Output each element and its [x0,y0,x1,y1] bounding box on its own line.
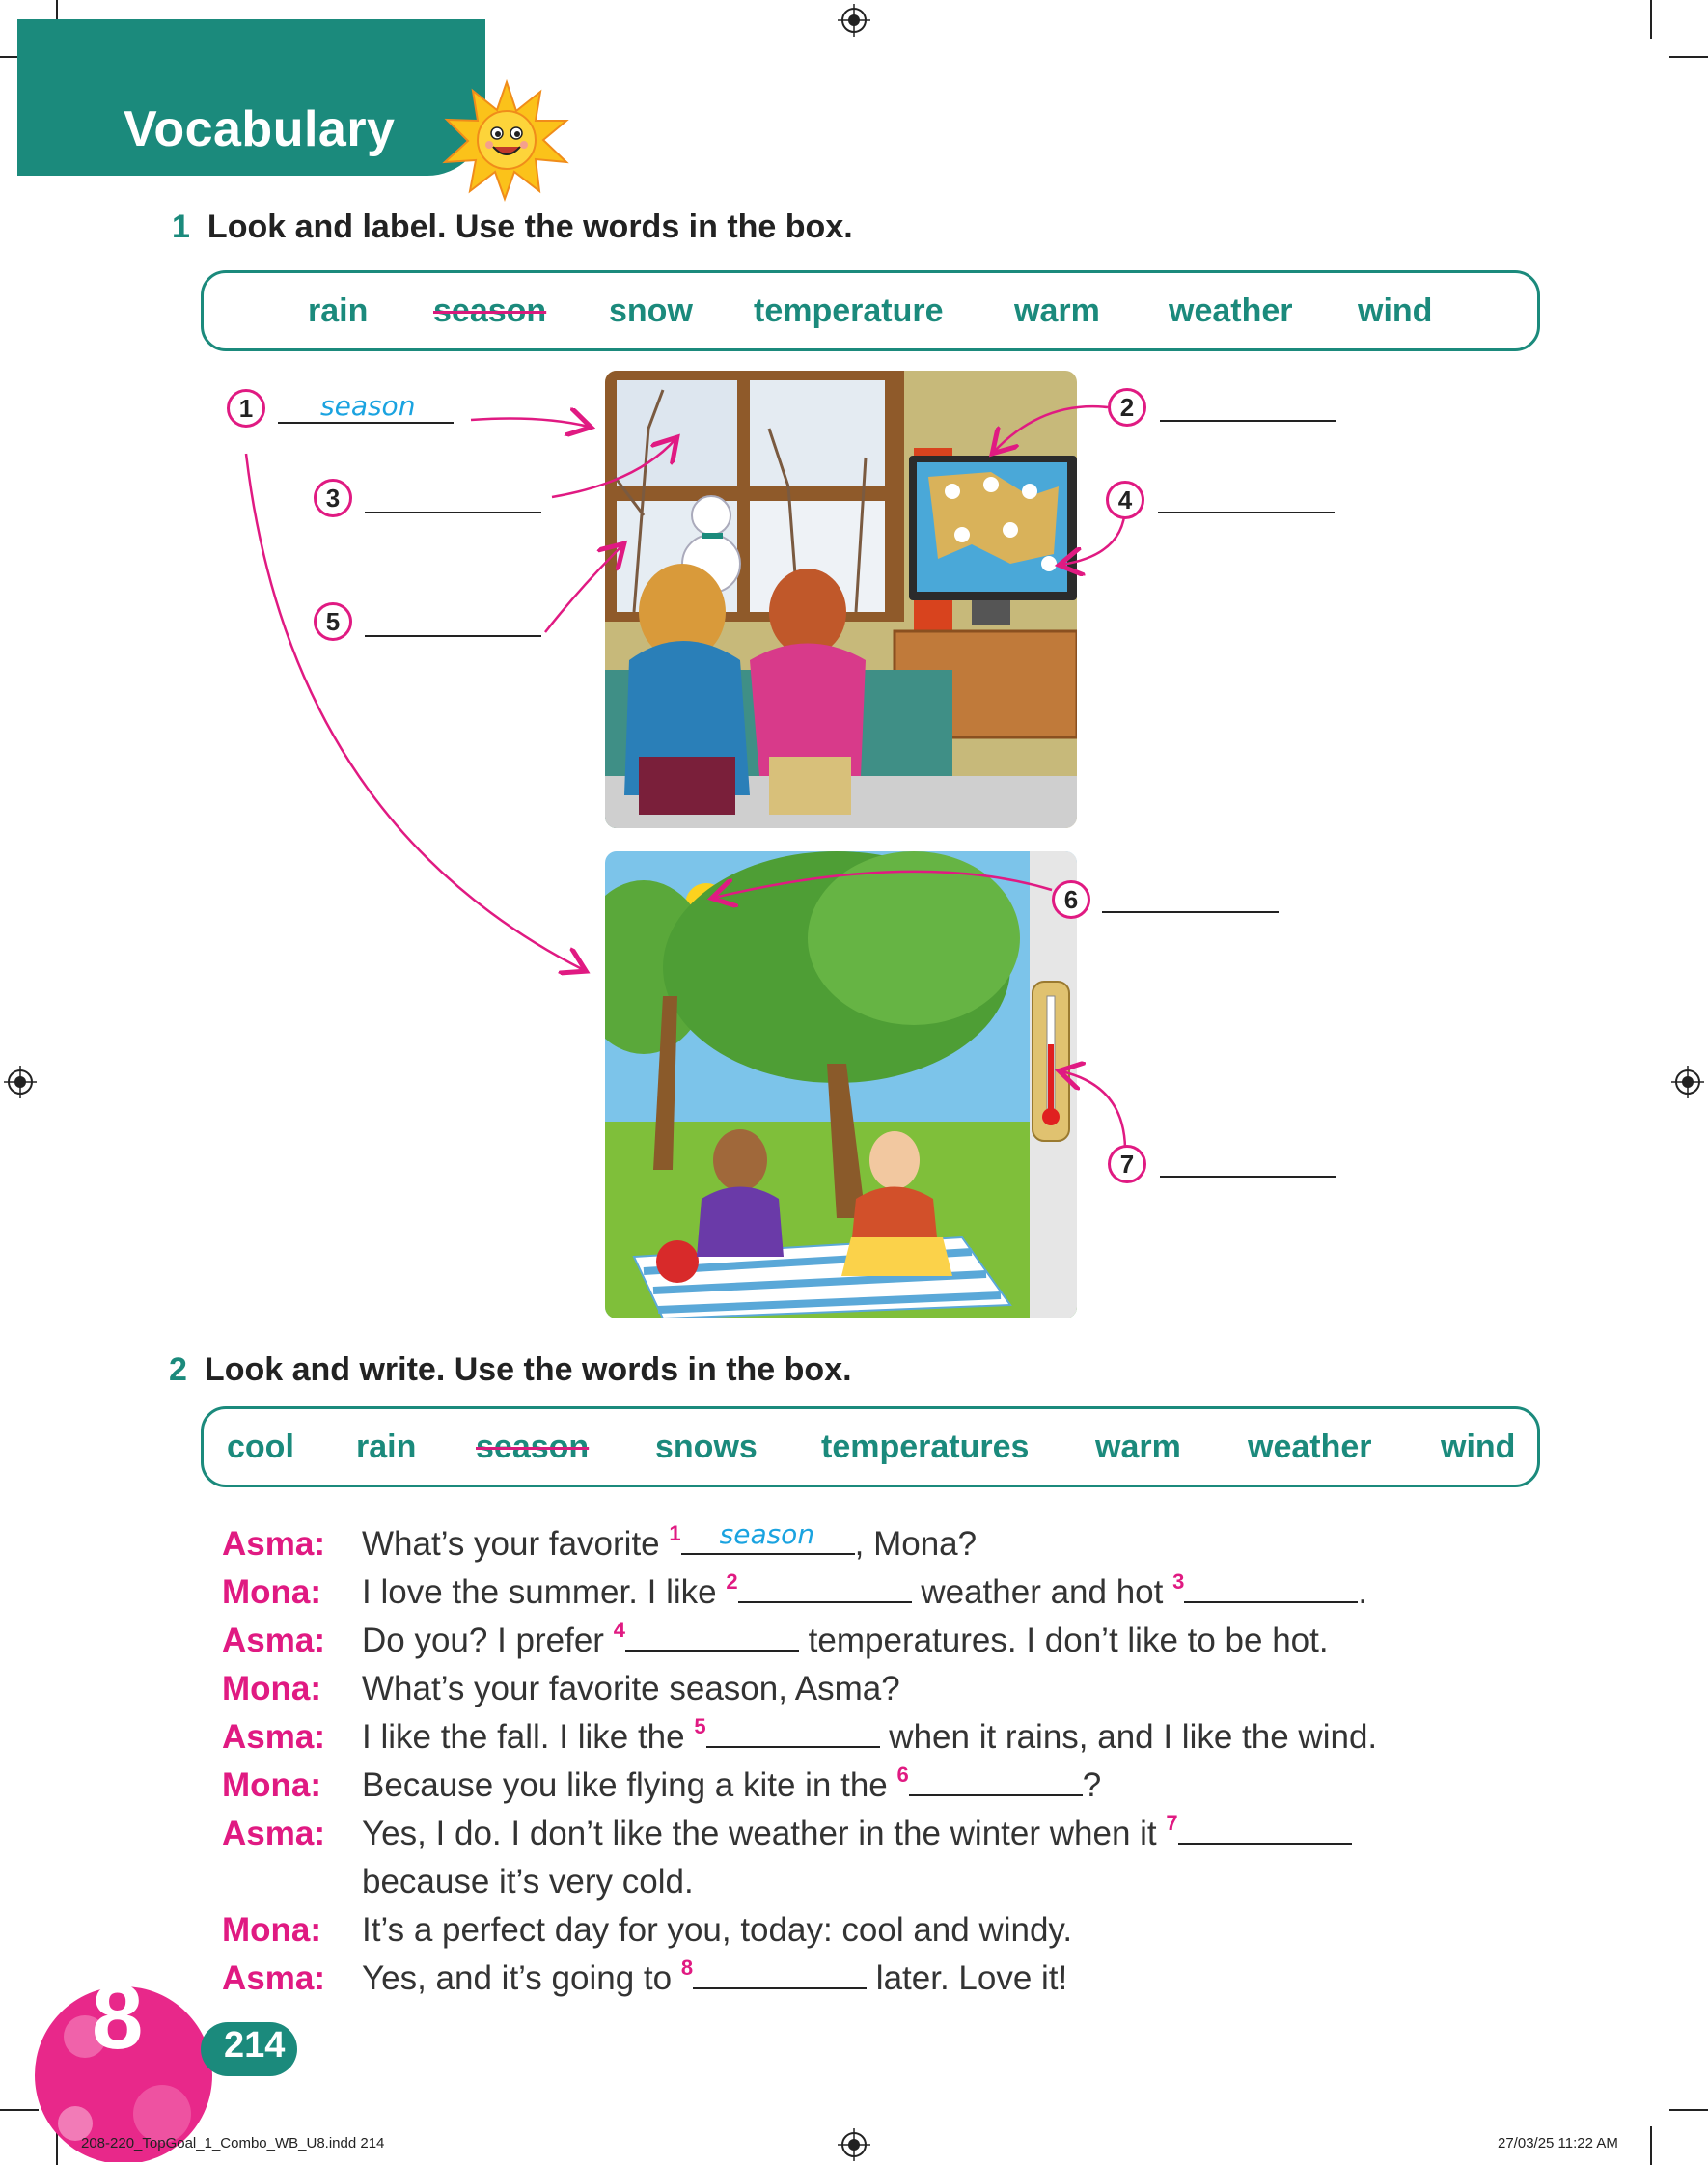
page-number: 214 [224,2025,286,2066]
speaker: Asma: [222,1959,325,1997]
speaker: Mona: [222,1670,322,1707]
word-struck: season [476,1429,590,1465]
answer-blank-4[interactable] [625,1623,799,1652]
word: wind [1358,292,1433,329]
answer-blank-1[interactable] [681,1518,855,1555]
word-struck: season [433,292,547,329]
dialogue-line: because it’s very cold. [362,1863,694,1901]
label-number-6: 6 [1052,880,1090,919]
answer-blank-2[interactable] [738,1574,912,1603]
footer-file: 208-220_TopGoal_1_Combo_WB_U8.indd 214 [81,2135,385,2151]
exercise-instruction: Look and label. Use the words in the box. [207,208,853,245]
unit-number: 8 [92,1965,144,2068]
label-blank-4[interactable] [1158,512,1335,513]
label-number-3: 3 [314,479,352,517]
answer-blank-7[interactable] [1178,1816,1352,1845]
answer-blank-3[interactable] [1184,1574,1358,1603]
word: cool [227,1429,294,1465]
word: wind [1441,1429,1516,1465]
exercise-instruction: Look and write. Use the words in the box. [204,1351,852,1388]
dialogue-line: What’s your favorite season, Asma? [362,1670,900,1707]
dialogue-line: What’s your favorite $^1$ season , Mona? [362,1518,978,1563]
label-number-1: 1 [227,389,265,428]
word-box-2 [201,1406,1540,1487]
dialogue-line: Do you? I prefer $^4$ temperatures. I don’t like to be hot. [362,1618,1329,1659]
speaker: Asma: [222,1525,325,1563]
dialogue-line: I like the fall. I like the $^5$ when it rains, and I like the wind. [362,1714,1378,1756]
label-answer-1: season [320,390,416,422]
dialogue-line: Yes, and it’s going to $^8$ later. Love it! [362,1956,1068,1997]
word: weather [1248,1429,1372,1465]
crop-mark [1650,2126,1652,2165]
label-blank-3[interactable] [365,512,541,513]
dialogue-line: I love the summer. I like $^2$ weather and hot $^3$ . [362,1569,1368,1611]
dialogue-line: It’s a perfect day for you, today: cool and windy. [362,1911,1073,1949]
answer-blank-6[interactable] [909,1767,1083,1796]
word: temperature [754,292,944,329]
answer-blank-8[interactable] [693,1960,867,1989]
speaker: Mona: [222,1573,322,1611]
label-number-7: 7 [1108,1145,1146,1183]
exercise-2-title [169,1351,852,1389]
label-blank-2[interactable] [1160,420,1336,422]
word: warm [1014,292,1100,329]
word: snow [609,292,693,329]
label-blank-7[interactable] [1160,1176,1336,1178]
word: temperatures [821,1429,1030,1465]
speaker: Mona: [222,1766,322,1804]
speaker: Asma: [222,1815,325,1852]
exercise-number: 2 [169,1351,187,1388]
word: snows [655,1429,758,1465]
label-blank-5[interactable] [365,635,541,637]
label-number-2: 2 [1108,388,1146,427]
footer-date: 27/03/25 11:22 AM [1498,2135,1618,2151]
label-blank-1[interactable] [278,422,454,424]
speaker: Mona: [222,1911,322,1949]
registration-mark-icon [838,2128,870,2161]
speaker: Asma: [222,1622,325,1659]
section-title: Vocabulary [124,101,396,157]
word: warm [1095,1429,1181,1465]
word: rain [308,292,369,329]
word: rain [356,1429,417,1465]
exercise-number: 1 [172,208,190,245]
dialogue-line: Because you like flying a kite in the $^6$ ? [362,1763,1102,1804]
label-number-4: 4 [1106,481,1144,519]
answer-1: season [719,1518,815,1550]
label-number-5: 5 [314,602,352,641]
dialogue-line: Yes, I do. I don’t like the weather in the winter when it $^7$ [362,1815,1352,1853]
label-blank-6[interactable] [1102,911,1279,913]
crop-mark [1669,2109,1708,2111]
word: weather [1169,292,1293,329]
answer-blank-5[interactable] [706,1719,880,1748]
speaker: Asma: [222,1718,325,1756]
